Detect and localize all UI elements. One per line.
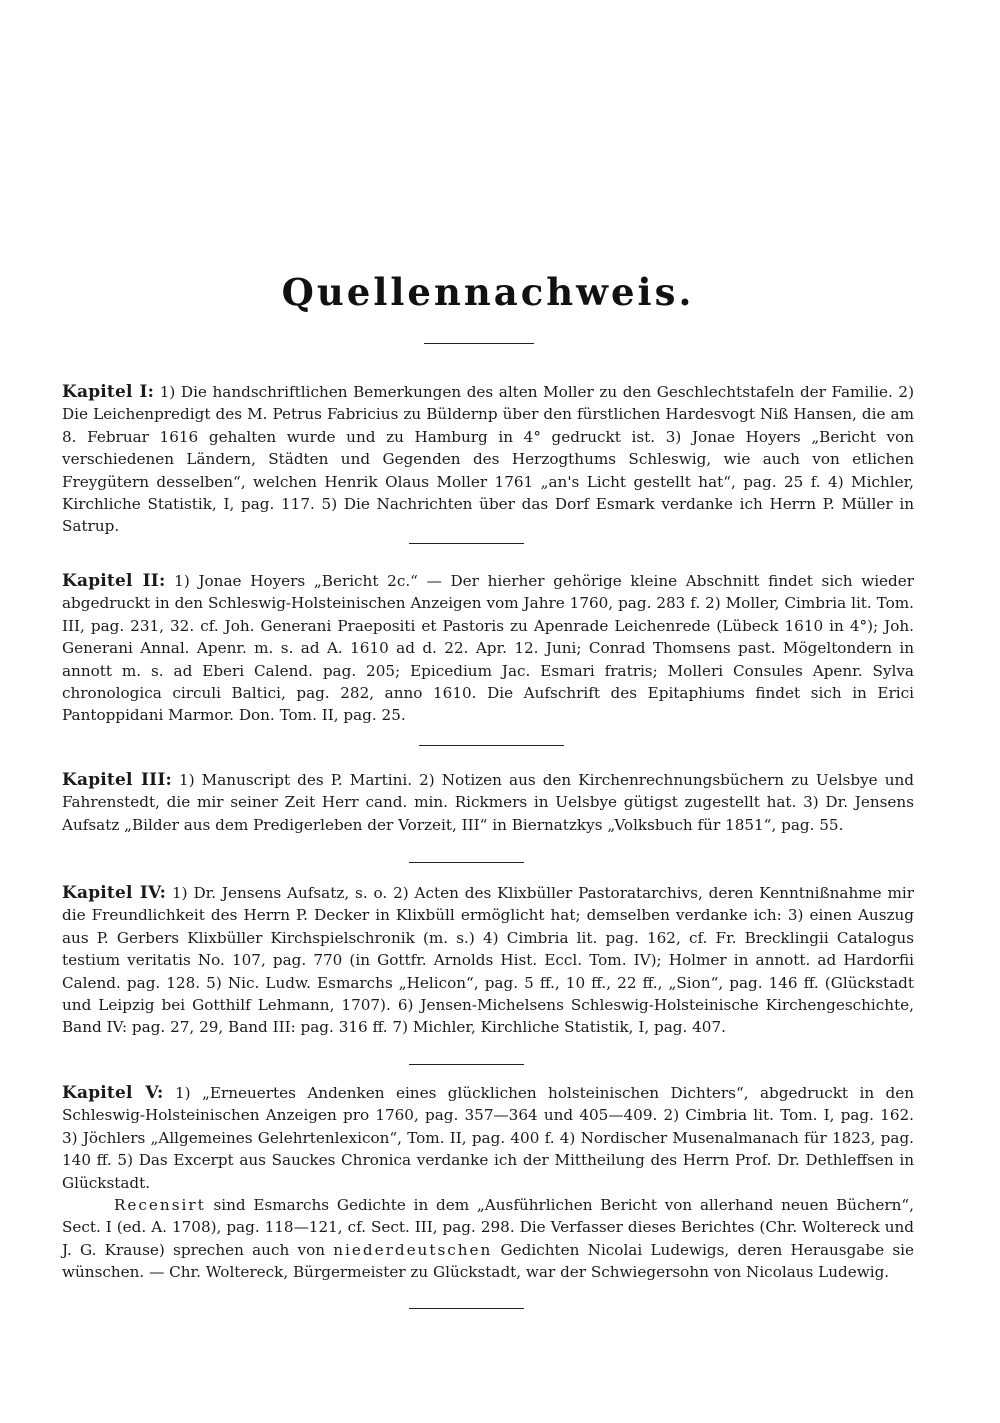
section-text: 1) „Erneuertes Andenken eines glücklichen holsteinischen Dichters“, abgedruckt in den Schleswig-Holsteinischen Anzeigen pro 1760, pag. 357—364 und 405—409. 2) Cimbria lit. Tom. I, pag. 162. 3) Jöchlers „Allgemeines Gelehrtenlexicon“, Tom. II, pag. 400 f. 4) Nordischer Musenalmanach für 1823, pag. 140 ff. 5) Das Excerpt aus Sauckes Chronica verdanke ich der Mittheilung des Herrn Prof. Dr. Dethleffsen in Glückstadt. [62,1084,915,1192]
section-text: 1) Manuscript des P. Martini. 2) Notizen aus den Kirchenrechnungsbüchern zu Uelsbye und Fahrenstedt, die mir seiner Zeit Herr cand. min. Rickmers in Uelsbye gütigst zugestellt hat. 3) Dr. Jensens Aufsatz „Bilder aus dem Predigerleben der Vorzeit, III“ in Biernatzkys „Volksbuch für 1851“, pag. 55. [62,771,914,834]
section-separator [409,543,524,544]
section-text: 1) Dr. Jensens Aufsatz, s. o. 2) Acten des Klixbüller Pastoratarchivs, deren Kenntnißnahme mir die Freundlichkeit des Herrn P. Decker in Klixbüll ermöglicht hat; demselben verdanke ich: 3) einen Auszug aus P. Gerbers Klixbüller Kirchspielschronik (m. s.) 4) Cimbria lit. pag. 162, cf. Fr. Brecklingii Catalogus testium veritatis No. 107, pag. 770 (in Gottfr. Arnolds Hist. Eccl. Tom. IV); Holmer in annott. ad Hardorfii Calend. pag. 128. 5) Nic. Ludw. Esmarchs „Helicon“, pag. 5 ff., 10 ff., 22 ff., „Sion“, pag. 146 ff. (Glückstadt und Leipzig bei Gotthilf Lehmann, 1707). 6) Jensen-Michelsens Schleswig-Holsteinische Kirchengeschichte, Band IV: pag. 27, 29, Band III: pag. 316 ff. 7) Michler, Kirchliche Statistik, I, pag. 407. [62,884,915,1037]
section-kapitel-1 [62,381,914,538]
chapter-label: Kapitel I: [62,382,155,402]
page-title: Quellennachweis. [281,270,695,314]
section-separator [409,1064,524,1065]
spaced-word: niederdeutschen [333,1240,493,1259]
chapter-label: Kapitel III: [62,770,172,790]
section-text: 1) Jonae Hoyers „Bericht 2c.“ — Der hierher gehörige kleine Abschnitt findet sich wieder abgedruckt in den Schleswig-Holsteinischen Anzeigen vom Jahre 1760, pag. 283 f. 2) Moller, Cimbria lit. Tom. III, pag. 231, 32. cf. Joh. Generani Praepositi et Pastoris zu Apenrade Leichenrede (Lübeck 1610 in 4°); Joh. Generani Annal. Apenr. m. s. ad A. 1610 ad d. 22. Apr. 12. Juni; Conrad Thomsens past. Mögeltondern in annott m. s. ad Eberi Calend. pag. 205; Epicedium Jac. Esmari fratris; Molleri Consules Apenr. Sylva chronologica circuli Baltici, pag. 282, anno 1610. Die Aufschrift des Epitaphiums findet sich in Erici Pantoppidani Marmor. Don. Tom. II, pag. 25. [62,572,915,725]
title-rule [424,343,534,344]
section-separator [409,862,524,863]
chapter-label: Kapitel V: [62,1083,164,1103]
section-text: 1) Die handschriftlichen Bemerkungen des alten Moller zu den Geschlechtstafeln der Familie. 2) Die Leichenpredigt des M. Petrus Fabricius zu Büldernp über den fürstlichen Hardesvogt Niß Hansen, die am 8. Februar 1616 gehalten wurde und zu Hamburg in 4° gedruckt ist. 3) Jonae Hoyers „Bericht von verschiedenen Ländern, Städten und Gegenden des Herzogthums Schleswig, wie auch von etlichen Freygütern desselben“, welchen Henrik Olaus Moller 1761 „an's Licht gestellt hat“, pag. 25 f. 4) Michler, Kirchliche Statistik, I, pag. 117. 5) Die Nachrichten über das Dorf Esmark verdanke ich Herrn P. Müller in Satrup. [62,383,914,536]
chapter-label: Kapitel IV: [62,883,167,903]
section-kapitel-3 [62,769,914,836]
section-kapitel-2 [62,570,914,727]
spaced-word: Recensirt [114,1196,206,1215]
subparagraph-text: Gedichten Nicolai Ludewigs, deren Herausgabe sie wünschen. — Chr. Woltereck, Bürgermeister zu Glückstadt, war der Schwiegersohn von Nicolaus Ludewig. [62,1240,914,1282]
document-page [62,0,914,1423]
section-kapitel-5 [62,1082,914,1284]
section-separator [409,1308,524,1309]
section-separator [419,745,564,746]
chapter-label: Kapitel II: [62,571,166,591]
subparagraph-text: sind Esmarchs Gedichte in dem „Ausführlichen Bericht von allerhand neuen Büchern“, Sect. I (ed. A. 1708), pag. 118—121, cf. Sect. III, pag. 298. Die Verfasser dieses Berichtes (Chr. Woltereck und J. G. Krause) sprechen auch von [62,1196,914,1259]
section-subparagraph [62,1194,914,1284]
section-kapitel-4 [62,882,914,1039]
